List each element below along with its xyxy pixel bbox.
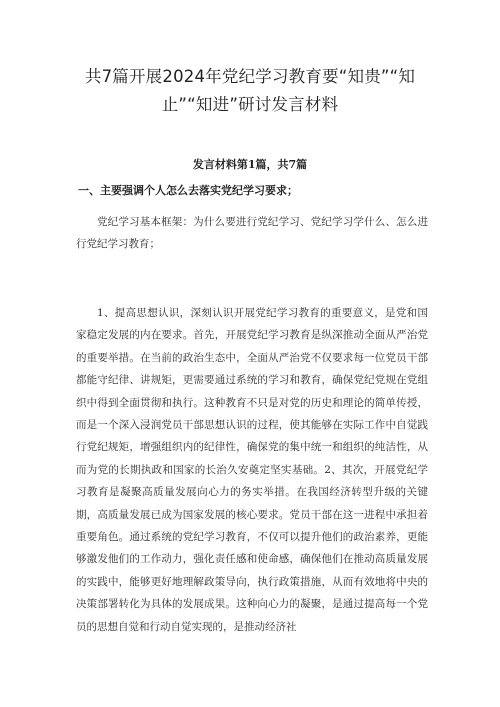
paragraph-body: 1、提高思想认识，深刻认识开展党纪学习教育的重要意义，是党和国家稳定发展的内在要求。首先，开展党纪学习教育是纵深推动全面从严治党的重要举措。在当前的政治生态中，全面从严治党不仅要求每一位党员干部都能守纪律、讲规矩，更需要通过系统的学习和教育，确保党纪党规在党组织中得到全面贯彻和执行。这种教育不只是对党的历史和理论的简单传授，而是一个深入浸润党员干部思想认识的过程，使其能够在实际工作中自觉践行党纪规矩，增强组织内的纪律性，确保党的集中统一和组织的纯洁性，从而为党的长期执政和国家的长治久安奠定坚实基础。2、其次，开展党纪学习教育是凝聚高质量发展向心力的务实举措。在我国经济转型升级的关键期，高质量发展已成为国家发展的核心要求。党员干部在这一进程中承担着重要角色。通过系统的党纪学习教育，不仅可以提升他们的政治素养，更能够激发他们的工作动力，强化责任感和使命感，确保他们在推动高质量发展的实践中，能够更好地理解政策导向，执行政策措施，从而有效地将中央的决策部署转化为具体的发展成果。这种向心力的凝聚，是通过提高每一个党员的思想自觉和行动自觉实现的，是推动经济社 (76, 307, 428, 633)
heading-level-1: 一、主要强调个人怎么去落实党纪学习要求； (78, 184, 298, 197)
document-title: 共7篇开展2024年党纪学习教育要“知贵”“知止”“知进”研讨发言材料 (84, 67, 416, 114)
paragraph-framework: 党纪学习基本框架：为什么要进行党纪学习、党纪学习学什么、怎么进行党纪学习教育； (76, 216, 428, 251)
section-title: 发言材料第1篇，共7篇 (192, 158, 308, 171)
